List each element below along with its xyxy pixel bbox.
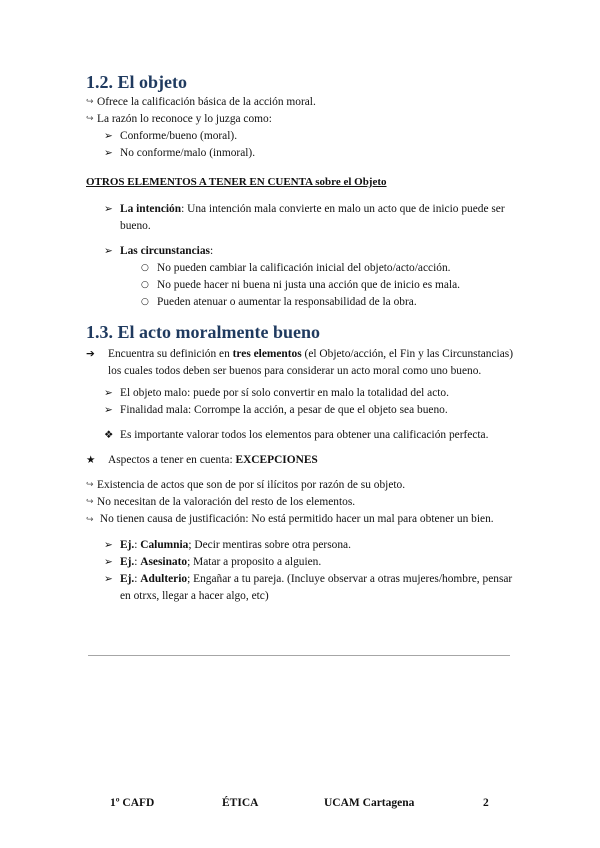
- list-item: ➢ Conforme/bueno (moral).: [86, 128, 514, 145]
- hook-arrow-icon: ↪: [86, 497, 94, 507]
- section-title-acto-bueno: 1.3. El acto moralmente bueno: [86, 322, 320, 342]
- sub-list-item: ○ Pueden atenuar o aumentar la responsabilidad de la obra.: [86, 294, 514, 311]
- example-item: ➢ Ej.: Asesinato; Matar a proposito a alguien.: [86, 554, 514, 571]
- list-item-circunstancias: ➢ Las circunstancias:: [86, 243, 514, 260]
- hook-arrow-icon: ↪: [86, 480, 94, 490]
- sub-list-item: ○ No puede hacer ni buena ni justa una acción que de inicio es mala.: [86, 277, 514, 294]
- section-title-objeto: 1.2. El objeto: [86, 72, 187, 92]
- arrowhead-bullet-icon: ➢: [104, 539, 113, 551]
- arrowhead-bullet-icon: ➢: [104, 387, 113, 399]
- aspects-line: ★ Aspectos a tener en cuenta: EXCEPCIONES: [86, 452, 514, 469]
- right-arrow-icon: ➔: [86, 348, 95, 360]
- footer-page-number: 2: [483, 797, 489, 809]
- sub-list-item: ○ No pueden cambiar la calificación inicial del objeto/acto/acción.: [86, 260, 514, 277]
- arrowhead-bullet-icon: ➢: [104, 404, 113, 416]
- diamond-bullet-icon: ❖: [104, 429, 114, 441]
- hook-arrow-icon: ↪: [86, 515, 94, 525]
- footer-course: 1º CAFD: [110, 797, 155, 809]
- footer-subject: ÉTICA: [222, 797, 259, 809]
- star-icon: ★: [86, 454, 96, 466]
- arrowhead-bullet-icon: ➢: [104, 147, 113, 159]
- circle-bullet-icon: ○: [141, 280, 149, 290]
- arrow-paragraph: ↪ No tienen causa de justificación: No está permitido hacer un mal para obtener un bien.: [86, 511, 514, 529]
- arrow-line: ↪ Ofrece la calificación básica de la acción moral.: [86, 94, 514, 111]
- note-item: ❖ Es importante valorar todos los elementos para obtener una calificación perfecta.: [86, 427, 514, 444]
- list-item-intencion: ➢ La intención: Una intención mala convierte en malo un acto que de inicio puede ser bueno.: [104, 203, 505, 232]
- list-item: ➢ Finalidad mala: Corrompe la acción, a pesar de que el objeto sea bueno.: [86, 402, 514, 419]
- arrowhead-bullet-icon: ➢: [104, 573, 113, 585]
- horizontal-divider: [88, 655, 510, 656]
- example-item: ➢ Ej.: Calumnia; Decir mentiras sobre otra persona.: [86, 537, 514, 554]
- arrowhead-bullet-icon: ➢: [104, 130, 113, 142]
- circle-bullet-icon: ○: [141, 297, 149, 307]
- list-item: ➢ No conforme/malo (inmoral).: [86, 145, 514, 162]
- arrowhead-bullet-icon: ➢: [104, 203, 113, 215]
- arrowhead-bullet-icon: ➢: [104, 245, 113, 257]
- page-footer: [0, 795, 600, 815]
- list-item: ➢ El objeto malo: puede por sí solo convertir en malo la totalidad del acto.: [86, 385, 514, 402]
- arrow-line: ↪ La razón lo reconoce y lo juzga como:: [86, 111, 514, 128]
- intro-paragraph: ➔ Encuentra su definición en tres elementos (el Objeto/acción, el Fin y las Circunstancias) los cuales todos deben ser buenos para considerar un acto moral como uno bueno.: [86, 348, 513, 377]
- hook-arrow-icon: ↪: [86, 114, 94, 124]
- arrow-line: ↪ Existencia de actos que son de por sí ilícitos por razón de su objeto.: [86, 477, 514, 494]
- hook-arrow-icon: ↪: [86, 97, 94, 107]
- subheading-otros-elementos: OTROS ELEMENTOS A TENER EN CUENTA sobre el Objeto: [86, 176, 387, 188]
- arrow-line: ↪ No necesitan de la valoración del resto de los elementos.: [86, 494, 514, 511]
- footer-institution: UCAM Cartagena: [324, 797, 415, 809]
- document-body: [86, 70, 514, 605]
- arrowhead-bullet-icon: ➢: [104, 556, 113, 568]
- circle-bullet-icon: ○: [141, 263, 149, 273]
- example-item: ➢ Ej.: Adulterio; Engañar a tu pareja. (Incluye observar a otras mujeres/hombre, pensar en otrxs, llegar a hacer algo, etc): [104, 573, 513, 602]
